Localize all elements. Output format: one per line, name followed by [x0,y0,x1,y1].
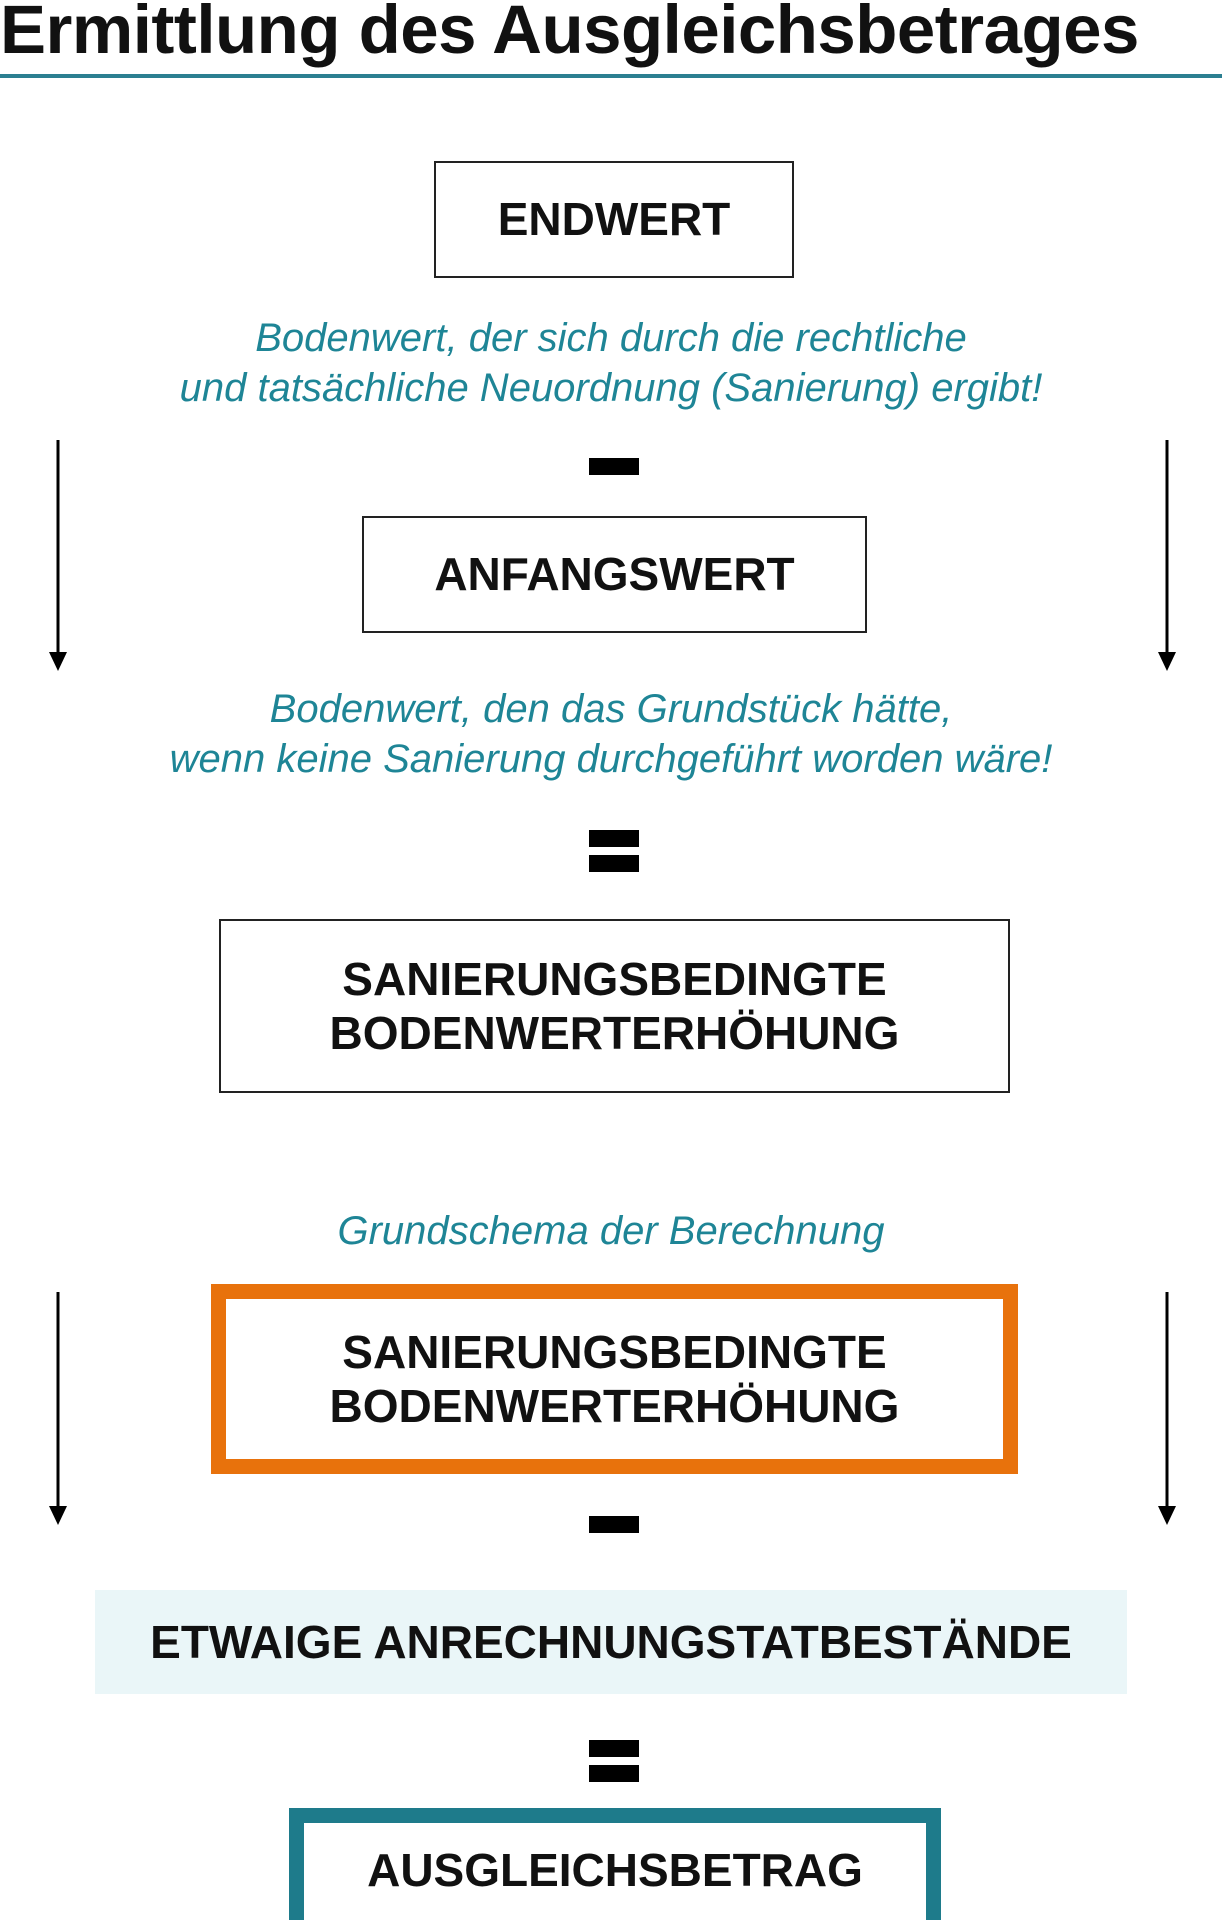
anfangswert-note-line2: wenn keine Sanierung durchgeführt worden wäre! [169,737,1053,781]
bodenwerterhoehung-box [219,919,1010,1093]
anrechnungstatbestaende-box [95,1590,1127,1694]
bodenwerterhoehung-label [330,952,900,1061]
endwert-box [434,161,794,278]
anfangswert-note [0,684,1222,784]
bodenwerterhoehung-highlight-box [211,1284,1018,1474]
bodenwerterhoehung-line1: SANIERUNGSBEDINGTE [342,952,887,1005]
endwert-note [0,313,1222,413]
endwert-note-line1: Bodenwert, der sich durch die rechtliche [255,316,967,360]
equals-lower-bar-top [589,1740,639,1757]
schema-caption: Grundschema der Berechnung [337,1209,885,1253]
equals-lower-bar-bottom [589,1765,639,1782]
arrow-down-left-lower-icon [47,1292,69,1526]
endwert-note-line2: und tatsächliche Neuordnung (Sanierung) ergibt! [179,366,1043,410]
endwert-label: ENDWERT [497,193,731,246]
bodenwerterhoehung-highlight-line1: SANIERUNGSBEDINGTE [342,1325,887,1378]
arrow-down-right-upper-icon [1156,440,1178,672]
page-title: Ermittlung des Ausgleichsbetrages [0,0,1139,68]
arrow-down-left-upper-icon [47,440,69,672]
anfangswert-label: ANFANGSWERT [434,548,795,601]
equals-bar-bottom [589,855,639,872]
bodenwerterhoehung-line2: BODENWERTERHÖHUNG [329,1007,900,1059]
anfangswert-note-line1: Bodenwert, den das Grundstück hätte, [269,687,953,731]
ausgleichsbetrag-label: AUSGLEICHSBETRAG [367,1844,863,1896]
anrechnungstatbestaende-label: ETWAIGE ANRECHNUNGSTATBESTÄNDE [150,1615,1072,1668]
anfangswert-box [362,516,867,633]
minus-operator-lower [589,1516,639,1533]
arrow-down-right-lower-icon [1156,1292,1178,1526]
minus-operator [589,458,639,475]
ausgleichsbetrag-box [289,1808,941,1920]
equals-bar-top [589,830,639,847]
bodenwerterhoehung-highlight-line2: BODENWERTERHÖHUNG [329,1380,900,1432]
bodenwerterhoehung-highlight-label [330,1325,900,1434]
title-underline [0,74,1222,78]
